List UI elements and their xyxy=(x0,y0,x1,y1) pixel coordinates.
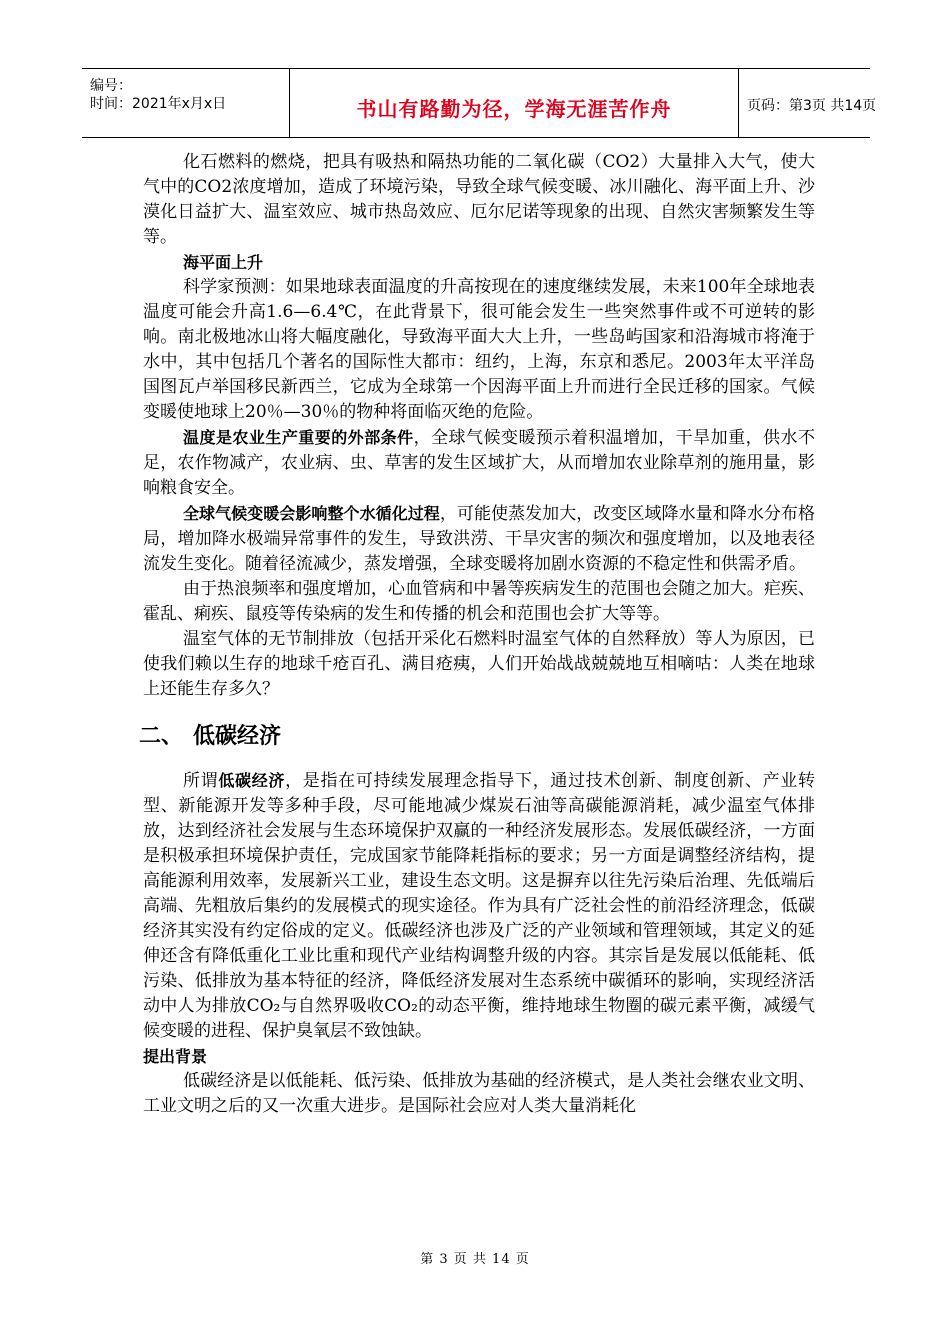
definition-lead: 所谓 xyxy=(183,771,219,791)
bold-phrase-water-cycle: 全球气候变暖会影响整个水循化过程 xyxy=(183,504,440,523)
water-cycle-text: ，可能使蒸发加大，改变区域降水量和降水分布格局，增加降水极端异常事件的发生，导致洪涝、干旱灾害的频次和强度增加，以及地表径流发生变化。随着径流减少，蒸发增强，全球变暖将加剧水资源的不稳定性和供需矛盾。 xyxy=(143,504,815,574)
paragraph-low-carbon-definition xyxy=(143,768,815,1044)
page-footer: 第 3 页 共 14 页 xyxy=(420,1252,530,1267)
agriculture-text: ，全球气候变暖预示着积温增加，干旱加重，供水不足，农作物减产，农业病、虫、草害的发生区域扩大，从而增加农业除草剂的施用量，影响粮食安全。 xyxy=(143,428,815,498)
paragraph-disease: 由于热浪频率和强度增加，心血管病和中暑等疾病发生的范围也会随之加大。疟疾、霍乱、痢疾、鼠疫等传染病的发生和传播的机会和范围也会扩大等等。 xyxy=(143,579,815,624)
paragraph-background: 低碳经济是以低能耗、低污染、低排放为基础的经济模式，是人类社会继农业文明、工业文明之后的又一次重大进步。是国际社会应对人类大量消耗化 xyxy=(143,1071,815,1116)
section-number: 二、 xyxy=(139,724,184,749)
bold-term-low-carbon: 低碳经济 xyxy=(218,771,286,790)
document-number-label: 编号： xyxy=(90,78,132,94)
document-body xyxy=(139,150,815,1119)
header-page-number: 页码：第3页 共14页 xyxy=(747,98,877,114)
subheading-background: 提出背景 xyxy=(143,1047,208,1066)
page-header xyxy=(82,68,877,138)
document-date-label: 时间：2021年x月x日 xyxy=(90,96,227,112)
header-meta-cell xyxy=(82,69,290,137)
paragraph-sea-level: 科学家预测：如果地球表面温度的升高按现在的速度继续发展，未来100年全球地表温度可能会升高1.6—6.4℃，在此背景下，很可能会发生一些突然事件或不可逆转的影响。南北极地冰山将大幅度融化，导致海平面大大上升，一些岛屿国家和沿海城市将淹于水中，其中包括几个著名的国际性大都市：纽约，上海，东京和悉尼。2003年太平洋岛国图瓦卢举国移民新西兰，它成为全球第一个因海平面上升而进行全民迁移的国家。气候变暖使地球上20％—30％的物种将面临灭绝的危险。 xyxy=(143,277,815,422)
bold-phrase-agriculture: 温度是农业生产重要的外部条件 xyxy=(183,428,414,447)
section-heading-low-carbon xyxy=(139,722,815,752)
header-motto-cell xyxy=(290,69,739,137)
header-page-cell xyxy=(739,69,877,137)
section-title: 低碳经济 xyxy=(193,724,282,749)
header-motto: 书山有路勤为径，学海无涯苦作舟 xyxy=(356,97,672,121)
paragraph-fossil-fuel: 化石燃料的燃烧，把具有吸热和隔热功能的二氧化碳（CO2）大量排入大气，使大气中的CO2浓度增加，造成了环境污染，导致全球气候变暖、冰川融化、海平面上升、沙漠化日益扩大、温室效应、城市热岛效应、厄尔尼诺等现象的出现、自然灾害频繁发生等等。 xyxy=(143,152,815,247)
definition-text: ，是指在可持续发展理念指导下，通过技术创新、制度创新、产业转型、新能源开发等多种手段，尽可能地减少煤炭石油等高碳能源消耗，减少温室气体排放，达到经济社会发展与生态环境保护双赢的一种经济发展形态。发展低碳经济，一方面是积极承担环境保护责任，完成国家节能降耗指标的要求；另一方面是调整经济结构，提高能源利用效率，发展新兴工业，建设生态文明。这是摒弃以往先污染后治理、先低端后高端、先粗放后集约的发展模式的现实途径。作为具有广泛社会性的前沿经济理念，低碳经济其实没有约定俗成的定义。低碳经济也涉及广泛的产业领域和管理领域，其定义的延伸还含有降低重化工业比重和现代产业结构调整升级的内容。其宗旨是发展以低能耗、低污染、低排放为基本特征的经济，降低经济发展对生态系统中碳循环的影响，实现经济活动中人为排放CO₂与自然界吸收CO₂的动态平衡，维持地球生物圈的碳元素平衡，减缓气候变暖的进程、保护臭氧层不致蚀缺。 xyxy=(143,771,815,1041)
paragraph-water-cycle xyxy=(143,501,815,577)
paragraph-emissions: 温室气体的无节制排放（包括开采化石燃料时温室气体的自然释放）等人为原因，已使我们赖以生存的地球千疮百孔、满目疮痍，人们开始战战兢兢地互相嘀咕：人类在地球上还能生存多久？ xyxy=(143,629,815,699)
subheading-sea-level: 海平面上升 xyxy=(183,253,264,272)
paragraph-agriculture xyxy=(143,425,815,501)
